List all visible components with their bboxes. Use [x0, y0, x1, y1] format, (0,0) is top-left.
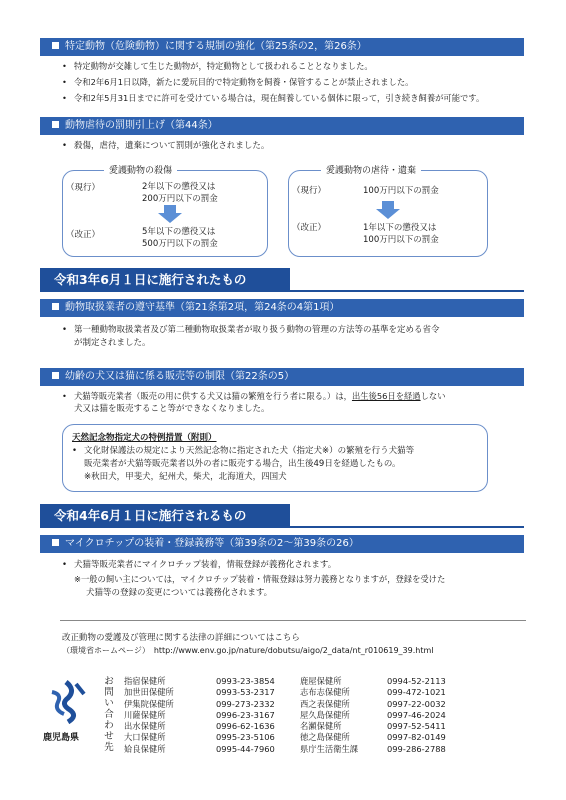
office-name: 加世田保健所: [124, 687, 174, 698]
penalty-box-title: 愛護動物の殺傷: [104, 163, 177, 176]
square-bullet-icon: [52, 121, 59, 128]
special-measure-breeds: ※秋田犬，甲斐犬，紀州犬，柴犬，北海道犬，四国犬: [84, 472, 287, 482]
contact-row: [300, 699, 460, 710]
office-phone[interactable]: 0997-46-2024: [387, 709, 446, 720]
section-header-abuse-penalties: 動物虐待の罰則引上げ（第44条）: [40, 117, 524, 135]
bullet-icon: •: [62, 391, 67, 401]
office-phone[interactable]: 0997-22-0032: [387, 698, 446, 709]
contact-row: [300, 721, 460, 732]
office-phone[interactable]: 0996-62-1636: [216, 721, 275, 732]
list-item-continuation: が制定されました。: [74, 338, 151, 348]
section-header-dealer-standards: 動物取扱業者の遵守基準（第21条第2項，第24条の4第1項）: [40, 299, 524, 317]
office-phone[interactable]: 0997-82-0149: [387, 732, 446, 743]
list-item: • 犬猫等販売業者（販売の用に供する犬又は猫の繁殖を行う者に限る。）は，出生後56日を経過しない: [62, 391, 446, 401]
office-phone[interactable]: 0993-53-2317: [216, 687, 275, 698]
office-name: 西之表保健所: [300, 698, 350, 709]
contact-row: [300, 710, 460, 721]
special-measure-text: • 文化財保護法の規定により天然記念物に指定された犬（指定犬※）の繁殖を行う犬猫等: [72, 446, 415, 456]
revised-penalty: 100万円以下の罰金: [363, 235, 439, 245]
office-name: 川薩保健所: [124, 709, 166, 720]
current-penalty: 200万円以下の罰金: [142, 194, 218, 204]
contact-row: [124, 687, 284, 698]
office-phone[interactable]: 099-273-2332: [216, 698, 275, 709]
office-name: 姶良保健所: [124, 743, 166, 754]
current-label: （現行）: [292, 186, 327, 196]
office-name: 志布志保健所: [300, 687, 350, 698]
band-enforced-r4: 令和4年6月１日に施行されるもの: [40, 504, 290, 528]
bullet-icon: •: [62, 325, 68, 335]
office-name: 大口保健所: [124, 732, 166, 743]
current-label: （現行）: [66, 183, 101, 193]
kagoshima-logo-icon: [46, 680, 86, 724]
contact-row: [300, 687, 460, 698]
band-enforced-r3: 令和3年6月１日に施行されたもの: [40, 268, 290, 292]
bullet-icon: •: [62, 77, 67, 87]
reference-text: 改正動物の愛護及び管理に関する法律の詳細についてはこちら: [62, 633, 300, 643]
special-measure-text: 販売業者が犬猫等販売業者以外の者に販売する場合，出生後49日を経過したもの。: [84, 459, 401, 469]
revised-label: （改正）: [66, 230, 101, 240]
contact-list-left: [124, 676, 284, 755]
office-phone[interactable]: 0996-23-3167: [216, 709, 275, 720]
list-item: • 第一種動物取扱業者及び第二種動物取扱業者が取り扱う動物の管理の方法等の基準を定める省令: [62, 325, 440, 335]
office-name: 指宿保健所: [124, 676, 166, 686]
contact-row: [124, 721, 284, 732]
bullet-icon: •: [62, 560, 68, 570]
bullet-icon: •: [62, 61, 67, 71]
bullet-icon: •: [62, 141, 68, 151]
down-arrow-icon: [158, 205, 182, 223]
square-bullet-icon: [52, 42, 59, 49]
square-bullet-icon: [52, 372, 59, 379]
band-underline: [40, 526, 524, 528]
office-phone[interactable]: 0995-23-5106: [216, 732, 275, 743]
bullet-icon: •: [72, 446, 78, 456]
note-text: 犬猫等の登録の変更については義務化されます。: [86, 588, 273, 598]
current-penalty: 100万円以下の罰金: [363, 186, 439, 196]
revised-penalty: 5年以下の懲役又は: [142, 227, 216, 237]
contact-row: [300, 676, 460, 687]
revised-penalty: 1年以下の懲役又は: [363, 223, 437, 233]
office-name: 屋久島保健所: [300, 709, 350, 720]
office-name: 名瀬保健所: [300, 721, 342, 732]
note-text: ※一般の飼い主については，マイクロチップ装着・情報登録は努力義務となりますが，登録を受けた: [74, 574, 446, 584]
list-item: • 殺傷，虐待，遺棄について罰則が強化されました。: [62, 141, 270, 151]
office-phone[interactable]: 0997-52-5411: [387, 721, 446, 732]
list-item-continuation: 犬又は猫を販売すること等ができなくなりました。: [74, 404, 270, 414]
down-arrow-icon: [376, 201, 400, 219]
list-item: • 令和2年5月31日までに許可を受けている場合は，現在飼養している個体に限って，引き続き飼養が可能です。: [62, 93, 485, 103]
office-name: 徳之島保健所: [300, 732, 350, 743]
current-penalty: 2年以下の懲役又は: [142, 182, 216, 192]
office-name: 伊集院保健所: [124, 698, 174, 709]
office-phone[interactable]: 099-286-2788: [387, 743, 446, 754]
square-bullet-icon: [52, 303, 59, 310]
divider: [60, 620, 526, 621]
office-phone[interactable]: 0994-52-2113: [387, 676, 446, 686]
office-name: 鹿屋保健所: [300, 676, 342, 686]
contact-row: [124, 744, 284, 755]
list-item: • 特定動物が交雑して生じた動物が，特定動物として扱われることとなりました。: [62, 61, 373, 71]
office-name: 県庁生活衛生課: [300, 743, 359, 754]
section-header-specific-animals: 特定動物（危険動物）に関する規制の強化（第25条の2，第26条）: [40, 38, 524, 56]
reference-url[interactable]: （環境省ホームページ） http://www.env.go.jp/nature/dobutsu/aigo/2_data/nt_r010619_39.html: [62, 646, 434, 655]
office-phone[interactable]: 0995-44-7960: [216, 743, 275, 754]
contact-vertical-label: お問い合わせ先: [104, 676, 114, 753]
contact-row: [124, 732, 284, 743]
revised-penalty: 500万円以下の罰金: [142, 239, 218, 249]
contact-row: [124, 676, 284, 687]
office-phone[interactable]: 099-472-1021: [387, 687, 446, 698]
special-measure-title: 天然記念物指定犬の特例措置（附則）: [72, 433, 217, 443]
revised-label: （改正）: [292, 223, 327, 233]
contact-row: [300, 744, 460, 755]
square-bullet-icon: [52, 539, 59, 546]
contact-row: [124, 699, 284, 710]
section-header-microchip: マイクロチップの装着・登録義務等（第39条の2～第39条の26）: [40, 535, 524, 553]
office-name: 出水保健所: [124, 721, 166, 732]
contact-row: [124, 710, 284, 721]
penalty-box-title: 愛護動物の虐待・遺棄: [321, 163, 421, 176]
band-underline: [40, 290, 524, 292]
list-item: • 令和2年6月1日以降，新たに愛玩目的で特定動物を飼養・保管することが禁止されました。: [62, 77, 414, 87]
office-phone[interactable]: 0993-23-3854: [216, 676, 275, 686]
bullet-icon: •: [62, 93, 67, 103]
section-header-young-pets: 幼齢の犬又は猫に係る販売等の制限（第22条の5）: [40, 368, 524, 386]
contact-row: [300, 732, 460, 743]
logo-text: 鹿児島県: [43, 733, 80, 743]
contact-list-right: [300, 676, 460, 755]
list-item: • 犬猫等販売業者にマイクロチップ装着，情報登録が義務化されます。: [62, 560, 337, 570]
